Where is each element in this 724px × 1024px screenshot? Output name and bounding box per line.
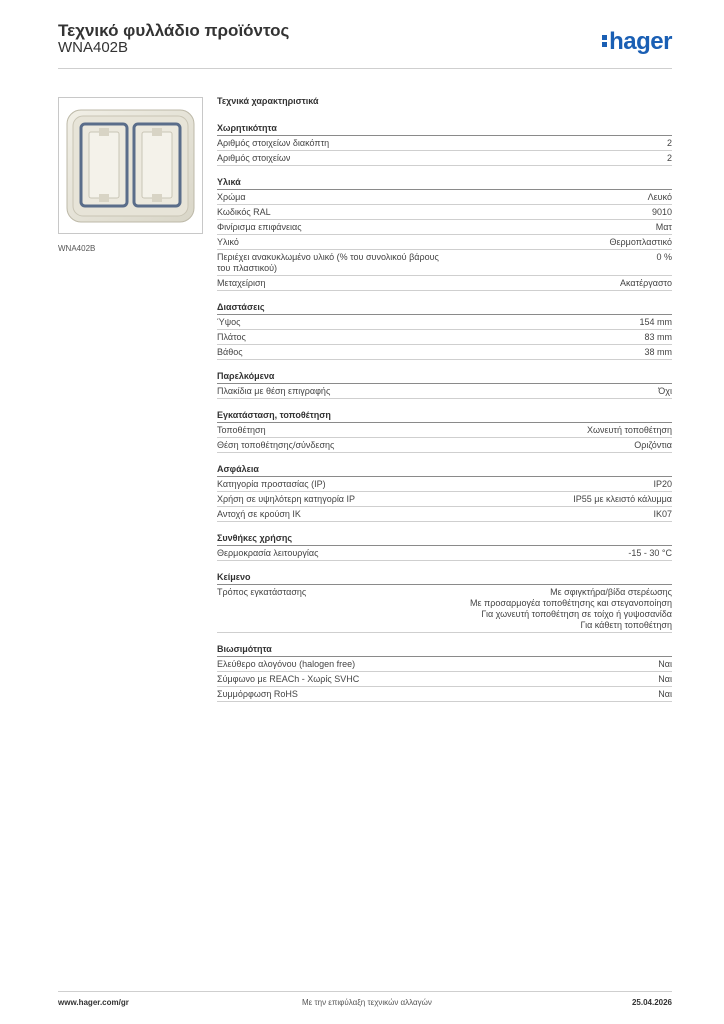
spec-value-line: Οριζόντια <box>634 440 672 450</box>
spec-section <box>217 410 672 453</box>
section-heading: Κείμενο <box>217 572 672 585</box>
spec-section <box>217 371 672 399</box>
spec-row <box>217 151 672 166</box>
spec-value <box>634 440 672 451</box>
spec-row <box>217 672 672 687</box>
footer-note: Με την επιφύλαξη τεχνικών αλλαγών <box>302 998 432 1007</box>
product-code: WNA402B <box>58 39 129 56</box>
spec-row <box>217 384 672 399</box>
spec-value <box>639 317 672 328</box>
spec-value <box>653 509 672 520</box>
spec-value-line: 38 mm <box>644 347 672 357</box>
spec-label: Κατηγορία προστασίας (IP) <box>217 479 326 489</box>
spec-label: Ύψος <box>217 317 241 327</box>
spec-label: Πλακίδια με θέση επιγραφής <box>217 386 331 396</box>
section-heading: Χωρητικότητα <box>217 123 672 136</box>
spec-row <box>217 136 672 151</box>
spec-row <box>217 423 672 438</box>
spec-row <box>217 438 672 453</box>
specs-title: Τεχνικά χαρακτηριστικά <box>217 96 319 106</box>
spec-label: Μεταχείριση <box>217 278 266 288</box>
spec-value-line: 9010 <box>651 207 672 217</box>
section-heading: Εγκατάσταση, τοποθέτηση <box>217 410 672 423</box>
spec-value <box>658 674 672 685</box>
spec-section <box>217 644 672 702</box>
spec-row <box>217 205 672 220</box>
spec-value-line: Χωνευτή τοποθέτηση <box>586 425 672 435</box>
spec-value-line: Ματ <box>655 222 672 232</box>
spec-value <box>658 689 672 700</box>
spec-value-line: Ναι <box>658 659 672 669</box>
product-image <box>58 97 203 234</box>
spec-value-line: IK07 <box>653 509 672 519</box>
spec-value <box>656 252 672 263</box>
spec-value <box>587 425 672 436</box>
spec-value-line: Ακατέργαστο <box>620 278 672 288</box>
spec-label: Σύμφωνο με REACh - Χωρίς SVHC <box>217 674 360 684</box>
spec-row <box>217 687 672 702</box>
spec-label: Ελεύθερο αλογόνου (halogen free) <box>217 659 356 669</box>
specs-table <box>217 96 672 702</box>
section-heading: Υλικά <box>217 177 672 190</box>
product-caption: WNA402B <box>58 244 96 253</box>
spec-row <box>217 546 672 561</box>
spec-label: Βάθος <box>217 347 243 357</box>
spec-value <box>652 207 672 218</box>
spec-value-line: -15 - 30 °C <box>628 548 672 558</box>
spec-row <box>217 507 672 522</box>
spec-section <box>217 177 672 291</box>
spec-value-line: Για κάθετη τοποθέτηση <box>580 620 672 630</box>
spec-row <box>217 585 672 633</box>
page-title: Τεχνικό φυλλάδιο προϊόντος <box>58 21 290 40</box>
spec-row <box>217 330 672 345</box>
spec-value-line: Θερμοπλαστικό <box>609 237 672 247</box>
spec-label: Αντοχή σε κρούση IK <box>217 509 301 519</box>
spec-value <box>628 548 672 559</box>
spec-section <box>217 123 672 166</box>
spec-value-line: 2 <box>666 153 672 163</box>
footer-date: 25.04.2026 <box>631 998 672 1007</box>
spec-value-line: Με προσαρμογέα τοποθέτησης και στεγανοποίηση <box>470 598 672 608</box>
spec-value <box>658 659 672 670</box>
spec-row <box>217 250 672 276</box>
logo-dots-icon <box>602 33 607 49</box>
spec-row <box>217 235 672 250</box>
spec-section <box>217 572 672 633</box>
double-frame-icon <box>59 98 202 233</box>
spec-value-line: 83 mm <box>644 332 672 342</box>
spec-value <box>470 587 672 631</box>
section-heading: Ασφάλεια <box>217 464 672 477</box>
spec-value-line: Λευκό <box>647 192 672 202</box>
spec-label: Πλάτος <box>217 332 246 342</box>
spec-label: Τρόπος εγκατάστασης <box>217 587 307 597</box>
spec-value-line: 2 <box>666 138 672 148</box>
spec-label: Τοποθέτηση <box>217 425 266 435</box>
spec-label: Χρώμα <box>217 192 246 202</box>
spec-value-line: IP20 <box>653 479 672 489</box>
spec-value-line: IP55 με κλειστό κάλυμμα <box>573 494 672 504</box>
section-heading: Βιωσιμότητα <box>217 644 672 657</box>
spec-row <box>217 477 672 492</box>
spec-label: Περιέχει ανακυκλωμένο υλικό (% του συνολικού βάρους του πλαστικού) <box>217 252 439 273</box>
spec-row <box>217 276 672 291</box>
spec-label: Συμμόρφωση RoHS <box>217 689 298 699</box>
spec-value <box>644 347 672 358</box>
spec-section <box>217 464 672 522</box>
spec-value <box>656 222 672 233</box>
spec-label: Φινίρισμα επιφάνειας <box>217 222 302 232</box>
spec-value <box>573 494 672 505</box>
section-heading: Παρελκόμενα <box>217 371 672 384</box>
spec-value-line: Ναι <box>658 689 672 699</box>
spec-label: Χρήση σε υψηλότερη κατηγορία IP <box>217 494 356 504</box>
spec-value-line: 154 mm <box>639 317 672 327</box>
spec-row <box>217 315 672 330</box>
spec-label: Θερμοκρασία λειτουργίας <box>217 548 319 558</box>
spec-value-line: Για χωνευτή τοποθέτηση σε τοίχο ή γυψοσανίδα <box>481 609 672 619</box>
spec-value-line: Ναι <box>658 674 672 684</box>
spec-label: Κωδικός RAL <box>217 207 271 217</box>
spec-value <box>658 386 672 397</box>
spec-value <box>648 192 672 203</box>
spec-label: Αριθμός στοιχείων διακόπτη <box>217 138 330 148</box>
spec-label: Υλικό <box>217 237 239 247</box>
spec-value <box>667 138 672 149</box>
spec-section <box>217 533 672 561</box>
spec-row <box>217 190 672 205</box>
section-heading: Διαστάσεις <box>217 302 672 315</box>
spec-row <box>217 492 672 507</box>
spec-value <box>653 479 672 490</box>
spec-value-line: Όχι <box>658 386 672 396</box>
spec-row <box>217 345 672 360</box>
footer-divider <box>58 991 672 992</box>
spec-value <box>667 153 672 164</box>
spec-row <box>217 220 672 235</box>
spec-row <box>217 657 672 672</box>
spec-value <box>644 332 672 343</box>
spec-value <box>620 278 672 289</box>
hager-logo <box>602 28 672 56</box>
spec-label: Θέση τοποθέτησης/σύνδεσης <box>217 440 335 450</box>
footer-website[interactable]: www.hager.com/gr <box>58 998 129 1007</box>
spec-value-line: 0 % <box>656 252 672 262</box>
spec-value <box>610 237 672 248</box>
spec-section <box>217 302 672 360</box>
header-divider <box>58 68 672 69</box>
spec-value-line: Με σφιγκτήρα/βίδα στερέωσης <box>550 587 672 597</box>
spec-label: Αριθμός στοιχείων <box>217 153 291 163</box>
section-heading: Συνθήκες χρήσης <box>217 533 672 546</box>
logo-text: hager <box>609 28 672 55</box>
